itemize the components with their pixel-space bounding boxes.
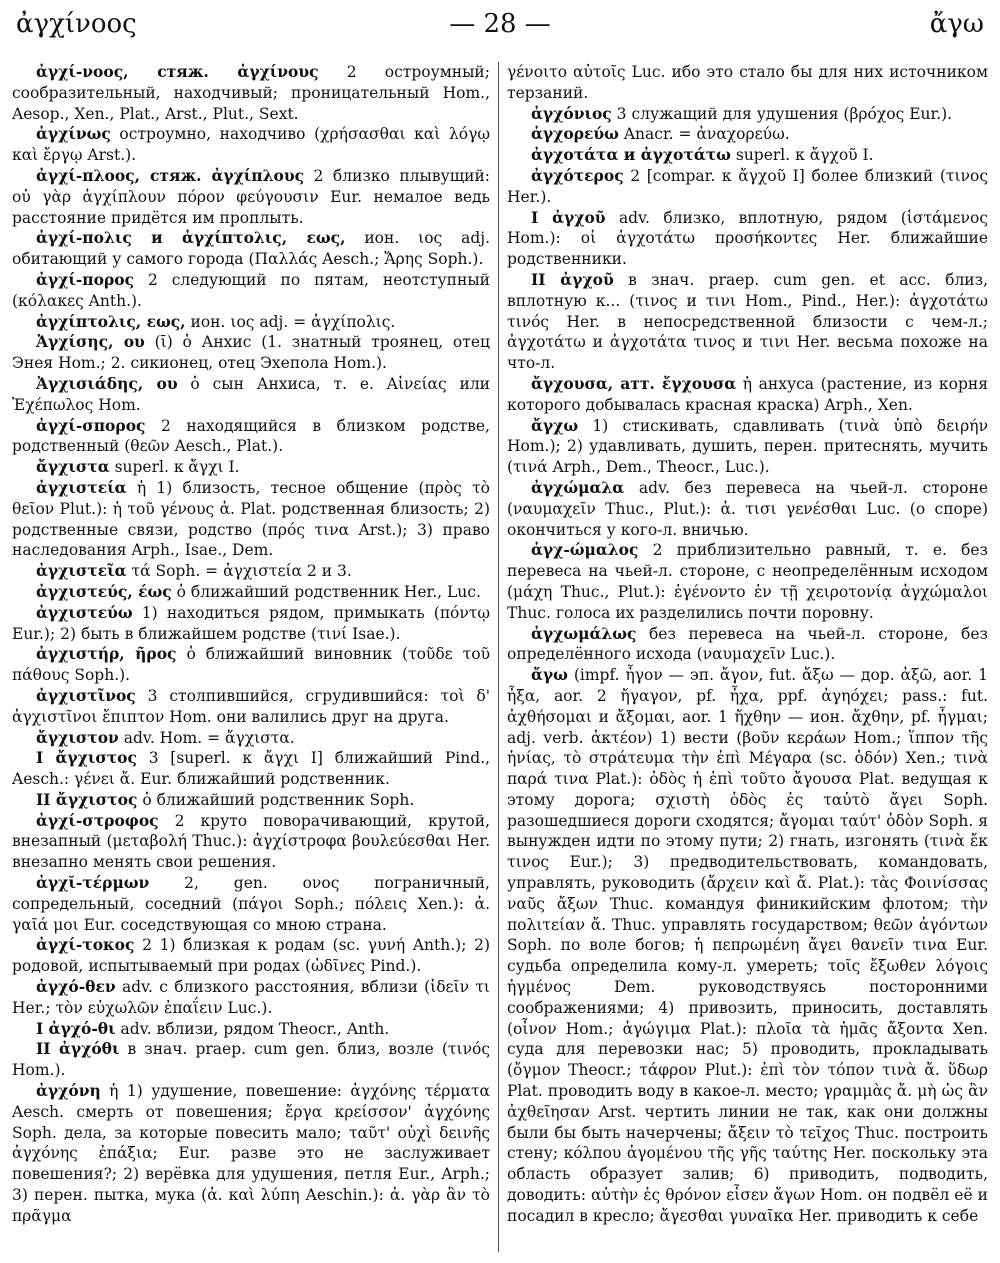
entry-definition: adv. близко, вплотную, рядом (ἱστάμενος Hom.): οἱ ἀγχοτάτω προσήκοντες Her. ближайшие родственники.	[507, 208, 988, 269]
entry-definition: ὁ ближайший родственник Soph.	[137, 790, 415, 809]
dictionary-entry	[12, 935, 490, 977]
entry-headword: ἀγχί-στροφος	[36, 810, 159, 830]
dictionary-entry	[507, 478, 988, 540]
entry-definition: Anacr. = ἀναχορεύω.	[618, 125, 790, 144]
header-left-word: ἀγχίνοος	[16, 9, 137, 39]
dictionary-entry	[12, 312, 490, 333]
entry-headword: ἀγχίπτολις, εως,	[36, 311, 186, 331]
dictionary-entry	[12, 416, 490, 458]
dictionary-entry	[12, 1039, 490, 1081]
entry-definition: ὁ ближайший виновник (τοῦδε τοῦ πάθους Soph.).	[12, 645, 490, 685]
entry-headword: ἀγχιστεία	[36, 477, 127, 497]
dictionary-entry	[12, 603, 490, 645]
entry-definition: 1) стискивать, сдавливать (τινὰ ὑπὸ δειρήν Hom.); 2) удавливать, душить, перен. притеснять, мучить (τινά Arph., Dem., Theocr., Luc.).	[507, 416, 988, 477]
dictionary-entry	[507, 624, 988, 666]
entry-definition: ἡ анхуса (растение, из корня которого добывалась красная краска) Arph., Xen.	[507, 374, 988, 414]
dictionary-entry	[12, 686, 490, 728]
entry-headword: ἀγχόνη	[36, 1081, 101, 1101]
entry-definition: 2 находящийся в близком родстве, родственный (θεῶν Aesch., Plat.).	[12, 416, 490, 456]
entry-definition: 1) находиться рядом, примыкать (πόντῳ Eur.); 2) быть в ближайшем родстве (τινί Isae.).	[12, 603, 490, 643]
dictionary-entry	[12, 873, 490, 935]
entry-headword: Ἀγχισιάδης, ου	[36, 373, 178, 393]
entry-headword: ἀγχί-πολις и ἀγχίπτολις, εως,	[36, 228, 346, 248]
entry-headword: I ἀγχό-θι	[36, 1018, 116, 1038]
dictionary-entry	[507, 270, 988, 374]
entry-definition: adv. с близкого расстояния, вблизи (ἰδεῖν τι Her.; τὸν εὐχωλῶν ἐπαΐειν Luc.).	[12, 978, 490, 1017]
dictionary-entry	[507, 208, 988, 270]
entry-headword: ἀγχί-νοος, стяж. ἀγχίνους	[36, 62, 319, 81]
entry-definition: 3 служащий для удушения (βρόχος Eur.).	[611, 104, 953, 123]
entry-definition: в знач. praep. cum gen. близ, возле (τινός Hom.).	[12, 1040, 490, 1080]
dictionary-entry	[12, 790, 490, 811]
entry-headword: ἀγχότερος	[531, 165, 624, 185]
entry-definition: adv. вблизи, рядом Theocr., Anth.	[115, 1019, 390, 1038]
entry-definition: в знач. praep. cum gen. et acc. близ, вплотную к... (τινος и τινι Hom., Pind., Her.): ἀγχοτάτω τινός Her. в непосредственной близости с чем-л.; ἀγχοτάτω и ἀγχοτάτα τινος и τινι Her. весьма похоже на что-л.	[507, 270, 988, 373]
entry-definition: 2 приблизительно равный, т. е. без перевеса на чьей-л. стороне, с неопределённым исходом (μάχη Thuc., Plut.): ἐγένοντο ἐν τῇ χειροτονίᾳ ἀγχώμαλοι Thuc. голоса их разделились почти поровну.	[507, 541, 988, 622]
dictionary-entry	[12, 644, 490, 686]
entry-definition: (ῑ) ὁ Анхис (1. знатный троянец, отец Энея Hom.; 2. сикионец, отец Эхепола Hom.).	[12, 333, 490, 373]
entry-headword: ἀγχορεύω	[531, 124, 619, 144]
entry-definition: 3 [superl. к ἄγχι I] ближайший Pind., Aesch.: γένει ἄ. Eur. ближайший родственник.	[12, 749, 490, 789]
entry-definition: ион. ιος adj. = ἀγχίπολις.	[185, 312, 396, 331]
dictionary-entry	[12, 457, 490, 478]
entry-definition: ион. ιος adj. обитающий у самого города (Παλλάς Aesch.; Ἄρης Soph.).	[12, 229, 490, 269]
dictionary-entry	[507, 374, 988, 416]
column-divider	[498, 62, 499, 1252]
page-header	[14, 4, 986, 44]
dictionary-entry	[12, 62, 490, 124]
entry-headword: ἀγχοτάτα и ἀγχοτάτω	[531, 145, 731, 165]
entry-definition: adv. без перевеса на чьей-л. стороне (ναυμαχεῖν Thuc., Plut.): ἀ. τισι γενέσθαι Luc. (о споре) окончиться у кого-л. вничью.	[507, 478, 988, 539]
dictionary-entry	[12, 228, 490, 270]
dictionary-entry	[12, 124, 490, 166]
entry-definition: 2, gen. ονος пограничный, сопредельный, соседний (πάγοι Soph.; πόλεις Xen.): ἀ. γαῖά μοι Eur. соседствующая со мною страна.	[12, 874, 490, 934]
dictionary-entry	[507, 124, 988, 145]
entry-definition: (impf. ἦγον — эп. ἄγον, fut. ἄξω — дор. ἀξῶ, aor. 1 ἦξα, aor. 2 ἤγαγον, pf. ἦχα, ppf. ἀγηόχει; pass.: fut. ἀχθήσομαι и ἄξομαι, aor. 1 ἤχθην — ион. ἄχθην, pf. ἦγμαι; adj. verb. ἀκτέον) 1) вести (βοῦν κεράων Hom.; ἵππον τῆς ἡνίας, τὸ στράτευμα τὴν ἐπὶ Μέγαρα (sc. ὁδόν) Xen.; τινὰ παρά τινα Plat.): ὁδὸς ἡ ἐπὶ τοῦτο ἄγουσα Plat. ведущая к этому дорога; σχιστὴ ὁδὸς ἐς ταὐτὸ ἄγει Soph. разошедшиеся дороги сходятся; ἄγομαι ταύτ' ὁδὸν Soph. я вынужден идти по этому пути; 2) гнать, изгонять (τινὰ ἔκ τινος Eur.); 3) предводительствовать, командовать, управлять, руководить (ἄρχειν καὶ ἄ. Plat.): τὰς Φοινίσσας ναῦς ἄξων Thuc. командуя финикийским флотом; τὴν πολιτείαν ἄ. Thuc. управлять государством; θεῶν ἀγόντων Soph. по воле богов; ἡ πεπρωμένη ἄγει θανεῖν τινα Eur. судьба определила кому-л. умереть; τοῖς ἔξωθεν λόγοις ἠγμένος Dem. руководствуясь посторонними соображениями; 4) привозить, приносить, доставлять (οἶνον Hom.; ἀγώγιμα Plat.): πλοῖα τὰ ἡμᾶς ἄξοντα Xen. суда для перевозки нас; 5) проводить, прокладывать (ὄγμον Theocr.; τάφρον Plut.): ἐπὶ τὸν τόπον τινὰ ἄ. ὕδωρ Plat. проводить воду в какое-л. место; γραμμὰς ἄ. μὴ ὡς ἂν ἀχθεῖησαν Arst. чертить линии не так, как они должны были бы быть начерчены; ἄξειν τὸ τεῖχος Thuc. построить стену; κόλπου ἀγομένου τῆς γῆς ταύτης Her. поскольку эта область образует залив; 6) приводить, подводить, доводить: αὐτὴν ἐς θρόνον εἷσεν ἄγων Hom. он подвёл её и посадил в кресло; ἄγεσθαι γυναῖκα Her. приводить к себе	[507, 666, 988, 1225]
dictionary-entry	[507, 145, 988, 166]
entry-headword: ἀγχί-σπορος	[36, 415, 146, 435]
right-column	[507, 62, 988, 1252]
entry-headword: II ἀγχοῦ	[531, 269, 614, 289]
entry-headword: II ἀγχόθι	[36, 1039, 120, 1059]
dictionary-entry	[12, 748, 490, 790]
dictionary-entry	[507, 665, 988, 1227]
entry-headword: ἀγχ-ώμαλος	[531, 540, 639, 560]
entry-definition: superl. к ἄγχοῦ I.	[730, 146, 874, 165]
entry-definition: ἡ 1) близость, тесное общение (πρὸς τὸ θεῖον Plut.): ἡ τοῦ γένους ἀ. Plat. родственная близость; 2) родственные связи, родство (πρός τινα Arst.); 3) право наследования Arph., Isae., Dem.	[12, 478, 490, 560]
entry-definition: ὁ сын Анхиса, т. е. Αἰνείας или Ἐχέπωλος Hom.	[12, 374, 490, 414]
entry-definition: superl. к ἄγχι I.	[109, 458, 240, 477]
entry-headword: ἄγχιστα	[36, 457, 110, 477]
entry-definition: без перевеса на чьей-л. стороне, без определённого исхода (ναυμαχεῖν Luc.).	[507, 624, 988, 664]
entry-headword: ἀγχιστῖνος	[36, 685, 136, 705]
entry-headword: ἀγχί-τοκος	[36, 935, 135, 955]
entry-headword: ἀγχῐ-τέρμων	[36, 873, 150, 893]
dictionary-entry	[12, 1081, 490, 1227]
entry-definition: 2 [compar. к ἄγχοῦ I] более близкий (τινος Her.).	[507, 166, 988, 206]
entry-headword: ἀγχιστεύς, έως	[36, 581, 172, 601]
header-page-number: — 28 —	[449, 9, 551, 39]
entry-headword: ἀγχωμάλως	[531, 623, 637, 643]
entry-headword: ἀγχιστεύω	[36, 602, 133, 622]
entry-definition: остроумно, находчиво (χρήσασθαι καὶ λόγῳ καὶ ἔργῳ Arst.).	[12, 125, 490, 165]
entry-headword: Ἀγχίσης, ου	[36, 332, 145, 352]
entry-headword: ἀγχό-θεν	[36, 977, 116, 997]
entry-definition: ἡ 1) удушение, повешение: ἀγχόνης τέρματα Aesch. смерть от повешения; ἔργα κρείσσον' ἀγχόνης Soph. дела, за которые повесить мало; ταῦτ' οὐχὶ δεινῆς ἀγχόνης ἐπάξια; Eur. разве это не заслуживает повешения?; 2) верёвка для удушения, петля Eur., Arph.; 3) перен. пытка, мука (ἀ. καὶ λύπη Aeschin.): ἀ. γὰρ ἂν τὸ πρᾶγμα	[12, 1082, 490, 1225]
entry-definition: 2 остроумный; сообразительный, находчивый; проницательный Hom., Aesop., Xen., Plat., Arst., Plut., Sext.	[12, 63, 490, 123]
dictionary-entry	[12, 728, 490, 749]
dictionary-entry	[12, 374, 490, 416]
entry-headword: ἀγχί-πλοος, стяж. ἀγχίπλους	[36, 165, 305, 185]
dictionary-entry	[12, 166, 490, 228]
dictionary-entry	[507, 540, 988, 623]
entry-headword: ἀγχιστήρ, ῆρος	[36, 644, 177, 664]
entry-definition: γένοιτο αὐτοῖς Luc. ибо это стало бы для них источником терзаний.	[507, 63, 988, 102]
entry-headword: ἀγχί-πορος	[36, 269, 135, 289]
entry-headword: II ἄγχιστος	[36, 789, 138, 809]
entry-headword: I ἀγχοῦ	[531, 207, 606, 227]
dictionary-entry	[12, 561, 490, 582]
dictionary-entry	[507, 62, 988, 104]
entry-headword: ἄγχιστον	[36, 727, 119, 747]
header-right-word: ἄγω	[929, 9, 984, 39]
dictionary-entry	[12, 582, 490, 603]
dictionary-entry	[507, 104, 988, 125]
entry-definition: 2 1) близкая к родам (sc. γυνή Anth.); 2) родовой, испытываемый при родах (ὠδῖνες Pind.).	[12, 936, 490, 976]
entry-headword: ἀγχόνιος	[531, 103, 612, 123]
entry-headword: ἀγχιστεῖα	[36, 561, 127, 581]
entry-definition: ὁ ближайший родственник Her., Luc.	[171, 582, 481, 601]
entry-headword: ἄγχω	[531, 415, 579, 435]
entry-definition: 2 близко плывущий: οὐ γὰρ ἀγχίπλουν πόρον φεύγουσιν Eur. немалое ведь расстояние придётся им проплыть.	[12, 166, 490, 227]
entry-definition: adv. Hom. = ἄγχιστα.	[118, 728, 295, 747]
entry-definition: 2 следующий по пятам, неотступный (κόλακες Anth.).	[12, 270, 490, 310]
entry-headword: ἀγχίνως	[36, 124, 111, 144]
dictionary-entry	[12, 332, 490, 374]
dictionary-entry	[507, 166, 988, 208]
entry-headword: ἄγω	[531, 665, 568, 685]
dictionary-entry	[12, 1019, 490, 1040]
dictionary-entry	[12, 478, 490, 561]
entry-definition: τά Soph. = ἀγχιστεία 2 и 3.	[126, 562, 352, 581]
dictionary-entry	[12, 270, 490, 312]
left-column	[12, 62, 490, 1252]
entry-definition: 2 круто поворачивающий, крутой, внезапный (μεταβολή Thuc.): ἀγχίστροφα βουλεύεσθαι Her. внезапно менять свои решения.	[12, 811, 490, 872]
entry-headword: ἄγχουσα, атт. ἔγχουσα	[531, 373, 737, 393]
entry-headword: ἀγχώμαλα	[531, 477, 625, 497]
dictionary-entry	[12, 811, 490, 873]
dictionary-entry	[12, 977, 490, 1019]
dictionary-entry	[507, 416, 988, 478]
entry-definition: 3 столпившийся, сгрудившийся: τοὶ δ' ἀγχιστῖνοι ἔπιπτον Hom. они валились друг на друга.	[12, 686, 490, 726]
entry-headword: I ἄγχιστος	[36, 748, 137, 768]
